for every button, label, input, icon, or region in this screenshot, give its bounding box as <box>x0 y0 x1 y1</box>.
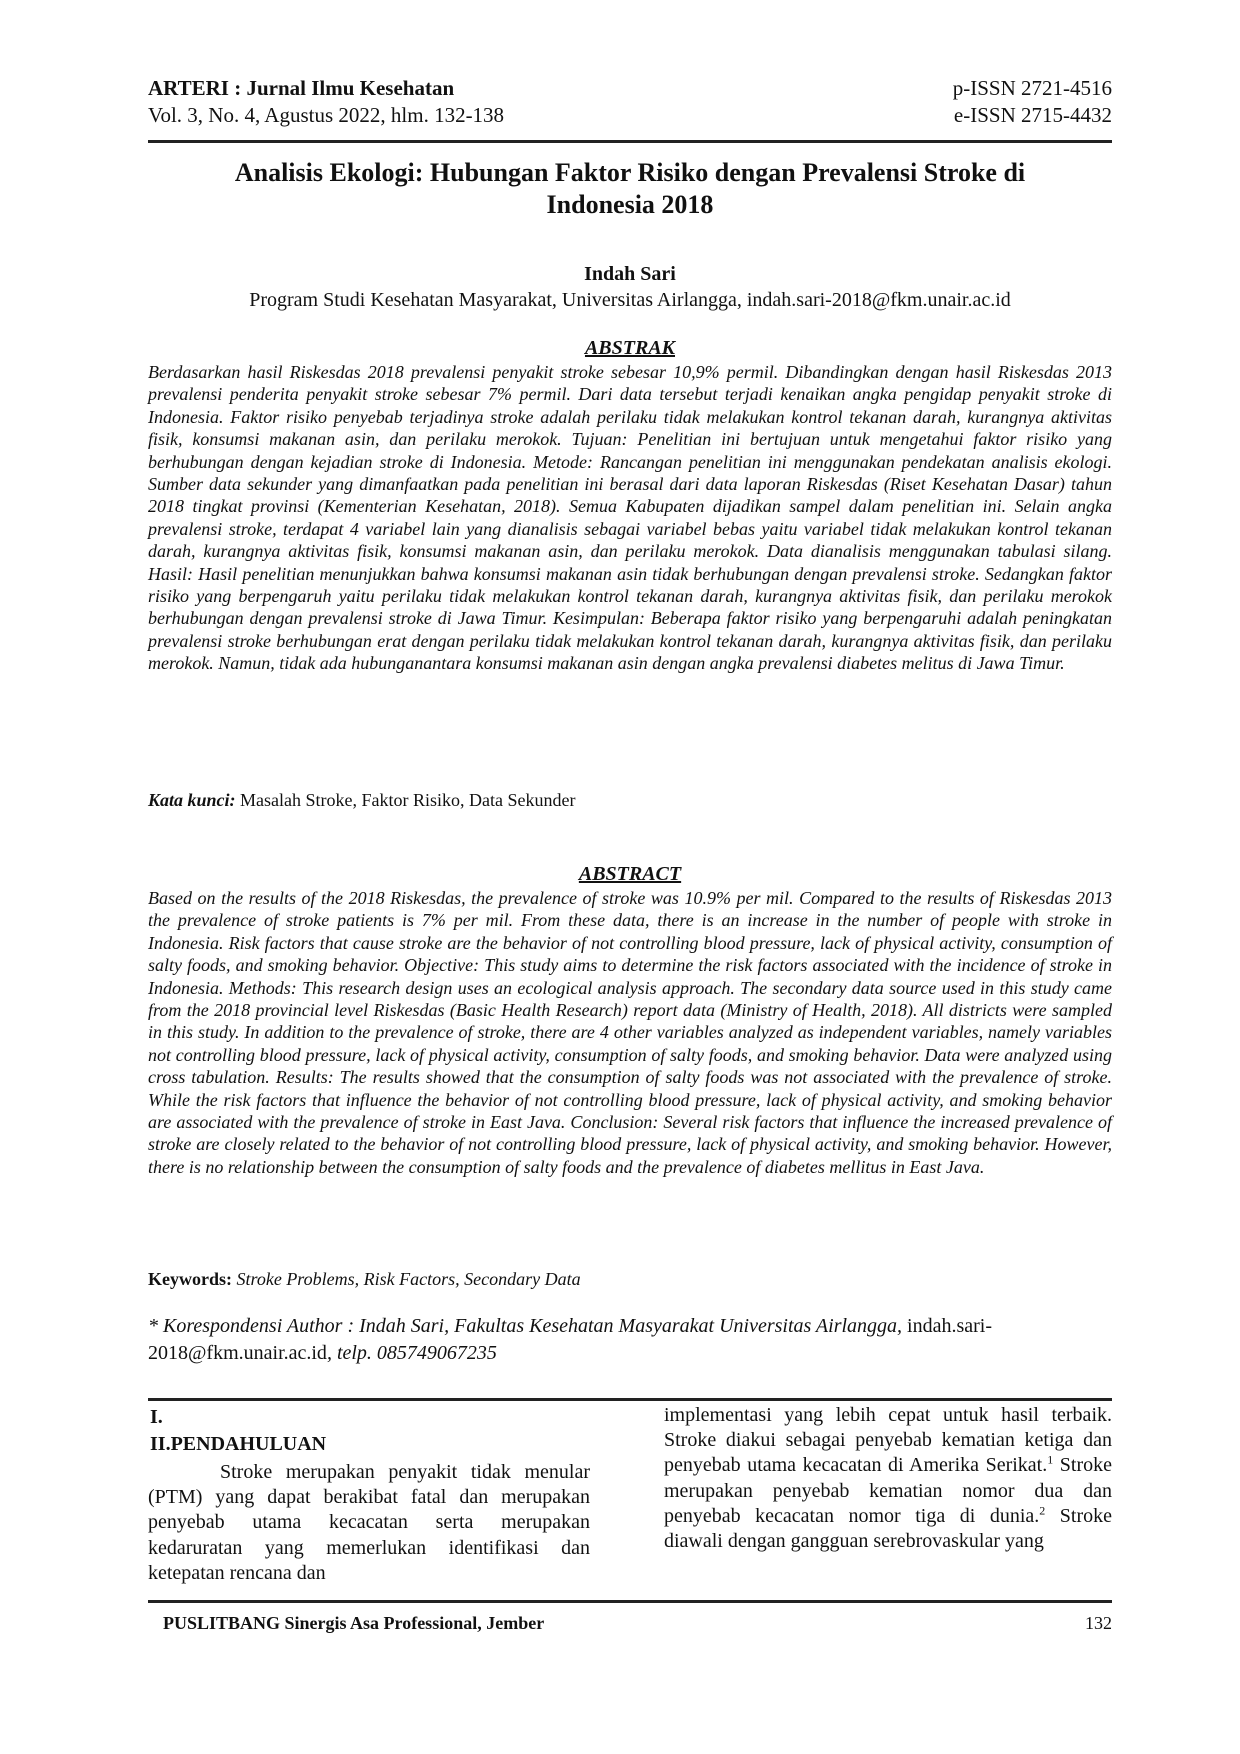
intro-right-part-1: implementasi yang lebih cepat untuk hasil terbaik. Stroke diakui sebagai penyebab kematian ketiga dan penyebab utama kecacatan di Amerika Serikat. <box>664 1404 1112 1477</box>
abstract-keywords <box>148 1268 581 1290</box>
citation-1: 1 <box>1047 1452 1054 1467</box>
page-number: 132 <box>1085 1613 1112 1633</box>
paper-title <box>148 157 1112 221</box>
header-rule <box>148 140 1112 143</box>
keywords-label-id: Kata kunci: <box>148 790 236 810</box>
intro-right-part-3: Stroke diawali dengan gangguan serebrovaskular yang <box>664 1504 1113 1553</box>
footer-rule <box>148 1600 1112 1603</box>
journal-volume: Vol. 3, No. 4, Agustus 2022, hlm. 132-138 <box>148 103 505 127</box>
abstrak-heading: ABSTRAK <box>584 337 676 359</box>
abstract-heading: ABSTRACT <box>578 863 682 885</box>
abstrak-body: Berdasarkan hasil Riskesdas 2018 prevalensi penyakit stroke sebesar 10,9% permil. Dibandingkan dengan hasil Riskesdas 2013 prevalensi penderita penyakit stroke sebesar 7% permil. Dari data tersebut terjadi kenaikan angka pengidap penyakit stroke di Indonesia. Faktor risiko penyebab terjadinya stroke adalah perilaku tidak melakukan kontrol tekanan darah, kurangnya aktivitas fisik, konsumsi makanan asin, dan perilaku merokok. Tujuan: Penelitian ini bertujuan untuk mengetahui faktor risiko yang berhubungan dengan kejadian stroke di Indonesia. Metode: Rancangan penelitian ini menggunakan pendekatan analisis ekologi. Sumber data sekunder yang dimanfaatkan pada penelitian ini berasal dari data laporan Riskesdas (Riset Kesehatan Dasar) tahun 2018 tingkat provinsi (Kementerian Kesehatan, 2018). Semua Kabupaten dijadikan sampel dalam penelitian ini. Selain angka prevalensi stroke, terdapat 4 variabel lain yang dianalisis sebagai variabel bebas yaitu variabel tidak melakukan kontrol tekanan darah, kurangnya aktivitas fisik, konsumsi makanan asin, dan perilaku merokok. Data dianalisis menggunakan tabulasi silang. Hasil: Hasil penelitian menunjukkan bahwa konsumsi makanan asin tidak berhubungan dengan prevalensi stroke. Sedangkan faktor risiko yang berpengaruh yaitu perilaku tidak melakukan kontrol tekanan darah, kurangnya aktivitas fisik, dan perilaku merokok berhubungan dengan prevalensi stroke di Jawa Timur. Kesimpulan: Beberapa faktor risiko yang berpengaruhi adalah peningkatan prevalensi stroke berhubungan erat dengan perilaku tidak melakukan kontrol tekanan darah, kurangnya aktivitas fisik, dan perilaku merokok. Namun, tidak ada hubunganantara konsumsi makanan asin dengan angka prevalensi diabetes melitus di Jawa Timur. <box>148 362 1112 674</box>
correspondence <box>148 1313 1112 1367</box>
abstract-body: Based on the results of the 2018 Riskesdas, the prevalence of stroke was 10.9% per mil. Compared to the results of Riskesdas 2013 the prevalence of stroke patients is 7% per mil. From these data, there is an increase in the number of people with stroke in Indonesia. Risk factors that cause stroke are the behavior of not controlling blood pressure, lack of physical activity, consumption of salty foods, and smoking behavior. Objective: This study aims to determine the risk factors associated with the incidence of stroke in Indonesia. Methods: This research design uses an ecological analysis approach. The secondary data source used in this study came from the 2018 provincial level Riskesdas (Basic Health Research) report data (Ministry of Health, 2018). All districts were sampled in this study. In addition to the prevalence of stroke, there are 4 other variables analyzed as independent variables, namely variables not controlling blood pressure, lack of physical activity, consumption of salty foods, and smoking behavior. Data were analyzed using cross tabulation. Results: The results showed that the consumption of salty foods was not associated with the prevalence of stroke. While the risk factors that influence the behavior of not controlling blood pressure, lack of physical activity, and smoking behavior are associated with the prevalence of stroke in East Java. Conclusion: Several risk factors that influence the increased prevalence of stroke are closely related to the behavior of not controlling blood pressure, lack of physical activity, and smoking behavior. However, there is no relationship between the consumption of salty foods and the prevalence of diabetes mellitus in East Java. <box>148 888 1112 1177</box>
title-line-2: Indonesia 2018 <box>546 190 714 219</box>
section-heading: II.PENDAHULUAN <box>150 1433 327 1455</box>
section-number: I. <box>150 1406 163 1428</box>
keywords-id: Masalah Stroke, Faktor Risiko, Data Sekunder <box>235 790 576 810</box>
correspondence-phone: , telp. 085749067235 <box>326 1342 497 1364</box>
intro-right-part-2: Stroke merupakan penyebab kematian nomor dua dan penyebab kecacatan nomor tiga di dunia. <box>664 1454 1113 1527</box>
title-line-1: Analisis Ekologi: Hubungan Faktor Risiko dengan Prevalensi Stroke di <box>234 158 1026 187</box>
body-top-rule <box>148 1398 1112 1401</box>
correspondence-prefix: * Korespondensi Author : Indah Sari, Fakultas Kesehatan Masyarakat Universitas Airlangga, <box>148 1315 903 1337</box>
intro-right-text <box>664 1403 1112 1554</box>
keywords-en: Stroke Problems, Risk Factors, Secondary Data <box>232 1269 581 1289</box>
p-issn: p-ISSN 2721-4516 <box>952 76 1112 100</box>
citation-2: 2 <box>1039 1503 1046 1518</box>
journal-name: ARTERI : Jurnal Ilmu Kesehatan <box>148 76 455 100</box>
correspondence-email: indah.sari-2018@fkm.unair.ac.id <box>148 1315 993 1364</box>
e-issn: e-ISSN 2715-4432 <box>953 103 1112 127</box>
intro-left-text: Stroke merupakan penyakit tidak menular (PTM) yang dapat berakibat fatal dan merupakan penyebab utama kecacatan serta merupakan kedaruratan yang memerlukan identifikasi dan ketepatan rencana dan <box>148 1461 590 1584</box>
abstrak-keywords <box>148 789 575 811</box>
author-affiliation: Program Studi Kesehatan Masyarakat, Universitas Airlangga, indah.sari-2018@fkm.unair.ac.id <box>249 289 1011 311</box>
author-name: Indah Sari <box>584 263 676 285</box>
keywords-label-en: Keywords: <box>148 1269 232 1289</box>
footer-publisher: PUSLITBANG Sinergis Asa Professional, Jember <box>163 1613 545 1633</box>
